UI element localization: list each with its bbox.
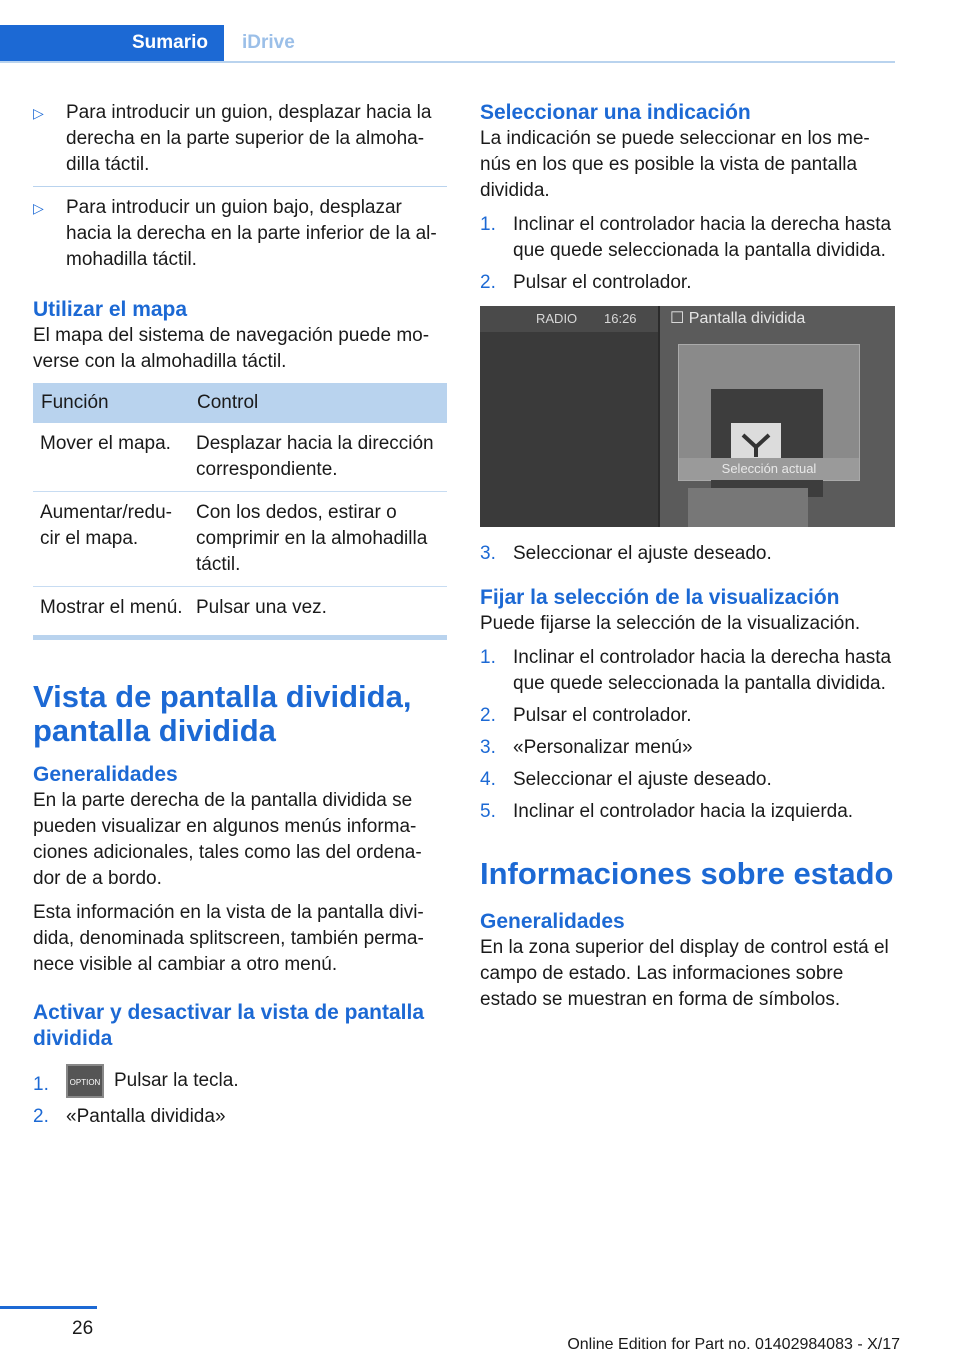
tab-idrive[interactable]: iDrive xyxy=(242,32,295,53)
main-screen-area xyxy=(480,306,658,527)
map-text: El mapa del sistema de navegación puede mo‐verse con la almohadilla táctil. xyxy=(33,325,430,372)
activate-steps xyxy=(33,1064,447,1130)
list-item xyxy=(480,645,895,697)
edition-footer: Online Edition for Part no. 01402984083 - X/17 xyxy=(567,1336,900,1353)
step-number: 2. xyxy=(480,705,496,726)
triangle-bullet-icon: ▷ xyxy=(33,200,44,216)
step-text: «Pantalla dividida» xyxy=(66,1106,226,1127)
select-text: La indicación se puede seleccionar en los me‐nús en los que es posible la vista de pantalla dividida. xyxy=(480,128,870,201)
map-table xyxy=(33,383,447,635)
step-text: Pulsar la tecla. xyxy=(114,1070,239,1092)
select-heading: Seleccionar una indicación xyxy=(480,101,751,124)
step-text: Pulsar el controlador. xyxy=(513,705,692,726)
list-item xyxy=(480,767,895,793)
step-number: 1. xyxy=(480,647,496,668)
split-screen-screenshot xyxy=(480,306,895,527)
triangle-bullet-icon: ▷ xyxy=(33,105,44,121)
step-text: Pulsar el controlador. xyxy=(513,272,692,293)
bullet-text: Para introducir un guion bajo, desplazar hacia la derecha en la parte inferior de la al‐mohadilla táctil. xyxy=(66,197,437,270)
step-text: «Personalizar menú» xyxy=(513,737,693,758)
bullet-text: Para introducir un guion, desplazar hacia la derecha en la parte superior de la almoha‐dilla táctil. xyxy=(66,102,432,175)
status-heading: Informaciones sobre estado xyxy=(480,856,894,891)
list-item xyxy=(33,1104,447,1130)
table-cell: Desplazar hacia la dirección correspondiente. xyxy=(189,423,447,492)
step-number: 5. xyxy=(480,801,496,822)
navigation-icon xyxy=(711,389,823,497)
status-radio: RADIO xyxy=(536,311,578,326)
general-paragraph: Esta información en la vista de la pantalla divi‐dida, denominada splitscreen, también perma‐nece visible al cambiar a otro menú. xyxy=(33,902,424,975)
list-item xyxy=(480,270,895,296)
select-step-3 xyxy=(480,541,895,567)
table-cell: Mover el mapa. xyxy=(33,423,189,492)
general-paragraph: En la parte derecha de la pantalla dividida se pueden visualizar en algunos menús informa‐ciones adicionales, tales como las del ordena‐dor de a bordo. xyxy=(33,790,422,889)
map-preview xyxy=(688,488,808,527)
activate-heading: Activar y desactivar la vista de pantalla dividida xyxy=(33,1001,425,1050)
table-cell: Aumentar/redu‐cir el mapa. xyxy=(33,492,189,587)
general-heading: Generalidades xyxy=(33,763,178,786)
list-item xyxy=(480,703,895,729)
left-column xyxy=(33,100,447,1136)
step-number: 2. xyxy=(33,1106,49,1127)
header-bar xyxy=(0,25,895,63)
footer-line xyxy=(0,1306,97,1309)
table-cell: Mostrar el menú. xyxy=(40,597,183,618)
map-heading: Utilizar el mapa xyxy=(33,298,188,321)
list-item xyxy=(480,212,895,264)
right-column xyxy=(480,100,895,1021)
tab-sumario[interactable]: Sumario xyxy=(0,25,224,61)
fix-text: Puede fijarse la selección de la visualización. xyxy=(480,613,861,634)
step-text: Seleccionar el ajuste deseado. xyxy=(513,543,772,564)
table-row xyxy=(33,492,447,587)
split-screen-area xyxy=(660,306,895,527)
step-text: Inclinar el controlador hacia la derecha hasta que quede seleccionada la pantalla dividida. xyxy=(513,214,892,261)
step-text: Inclinar el controlador hacia la izquierda. xyxy=(513,801,854,822)
option-key-icon: OPTION xyxy=(66,1064,104,1098)
step-number: 1. xyxy=(480,214,496,235)
fix-steps xyxy=(480,645,895,825)
split-heading: Vista de pantalla dividida, pantalla dividida xyxy=(33,679,412,748)
step-number: 3. xyxy=(480,737,496,758)
select-steps xyxy=(480,212,895,296)
step-number: 4. xyxy=(480,769,496,790)
list-item xyxy=(33,1064,447,1098)
step-number: 2. xyxy=(480,272,496,293)
list-item xyxy=(480,799,895,825)
step-text: Seleccionar el ajuste deseado. xyxy=(513,769,772,790)
step-number: 3. xyxy=(480,543,496,564)
table-cell: Con los dedos, estirar o comprimir en la almohadilla táctil. xyxy=(189,492,447,587)
bullet-list xyxy=(33,100,447,273)
list-item xyxy=(480,541,895,567)
table-row xyxy=(33,423,447,492)
status-general-heading: Generalidades xyxy=(480,910,625,933)
column-header: Control xyxy=(189,383,447,423)
split-screen-title: ☐ Pantalla dividida xyxy=(670,310,806,327)
fix-heading: Fijar la selección de la visualización xyxy=(480,586,840,609)
list-item xyxy=(480,735,895,761)
list-item xyxy=(33,100,447,178)
table-cell: Pulsar una vez. xyxy=(196,597,327,618)
column-header: Función xyxy=(33,383,189,423)
table-header xyxy=(33,383,447,423)
split-screen-panel xyxy=(678,344,860,481)
divider xyxy=(33,186,447,187)
list-item xyxy=(33,195,447,273)
status-time: 16:26 xyxy=(604,311,637,326)
status-bar xyxy=(480,306,658,332)
step-text: Inclinar el controlador hacia la derecha hasta que quede seleccionada la pantalla dividida. xyxy=(513,647,892,694)
table-row xyxy=(33,587,447,636)
status-text: En la zona superior del display de control está el campo de estado. Las informaciones sobre estado se muestran en forma de símbolos. xyxy=(480,937,889,1010)
split-screen-caption: Selección actual xyxy=(679,458,859,480)
page-number: 26 xyxy=(72,1318,94,1339)
step-number: 1. xyxy=(33,1074,49,1095)
